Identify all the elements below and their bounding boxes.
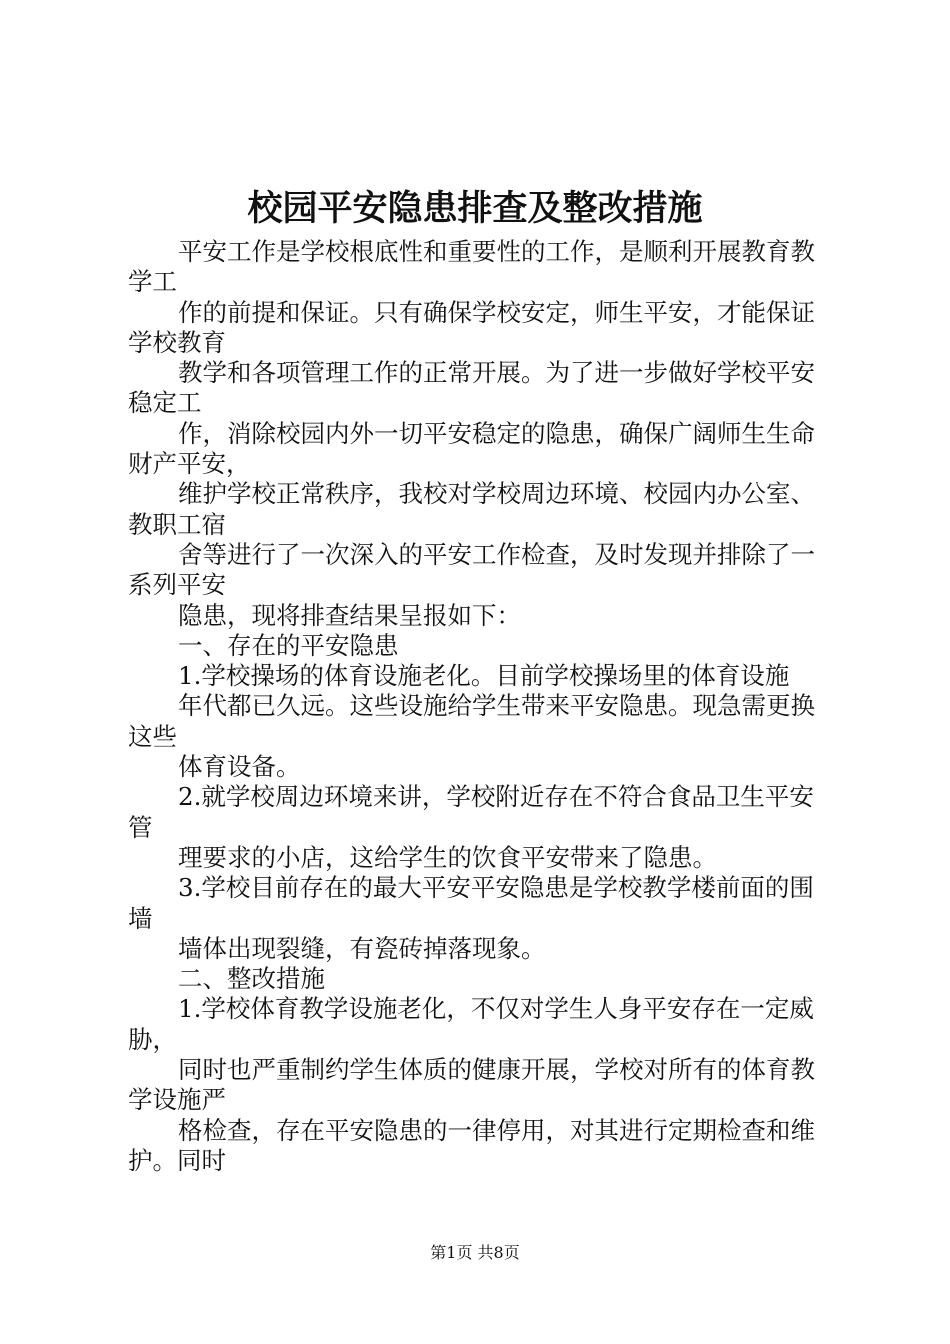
text-line: 系列平安	[128, 570, 226, 600]
text-line: 护。同时	[128, 1145, 226, 1175]
text-line: 隐患，现将排查结果呈报如下：	[178, 600, 521, 630]
text-line: 学工	[128, 267, 177, 297]
text-line: 舍等进行了一次深入的平安工作检查，及时发现并排除了一	[178, 539, 815, 569]
text-line: 维护学校正常秩序，我校对学校周边环境、校园内办公室、	[178, 479, 815, 509]
document-title: 校园平安隐患排查及整改措施	[247, 188, 703, 229]
text-line: 学设施严	[128, 1085, 226, 1115]
document-body	[128, 237, 836, 1176]
text-line: 墙体出现裂缝，有瓷砖掉落现象。	[178, 933, 546, 963]
text-line: 2.就学校周边环境来讲，学校附近存在不符合食品卫生平安	[178, 782, 814, 812]
text-line: 体育设备。	[178, 752, 301, 782]
text-line: 平安工作是学校根底性和重要性的工作，是顺利开展教育教	[178, 237, 815, 266]
text-line: 管	[128, 812, 153, 842]
text-line: 教学和各项管理工作的正常开展。为了进一步做好学校平安	[178, 358, 815, 388]
text-line: 年代都已久远。这些设施给学生带来平安隐患。现急需更换	[178, 691, 815, 721]
text-line: 3.学校目前存在的最大平安平安隐患是学校教学楼前面的围	[178, 873, 814, 903]
text-line: 二、整改措施	[178, 964, 325, 994]
text-line: 理要求的小店，这给学生的饮食平安带来了隐患。	[178, 842, 717, 872]
text-line: 财产平安，	[128, 449, 251, 479]
text-line: 作，消除校园内外一切平安稳定的隐患，确保广阔师生生命	[178, 418, 815, 448]
text-line: 墙	[128, 903, 153, 933]
text-line: 1.学校体育教学设施老化，不仅对学生人身平安存在一定威	[178, 994, 814, 1024]
text-line: 格检查，存在平安隐患的一律停用，对其进行定期检查和维	[178, 1115, 815, 1145]
text-line: 胁，	[128, 1024, 177, 1054]
text-line: 这些	[128, 721, 177, 751]
text-line: 同时也严重制约学生体质的健康开展，学校对所有的体育教	[178, 1055, 815, 1085]
text-line: 教职工宿	[128, 509, 226, 539]
page-footer: 第1页 共8页	[430, 1243, 520, 1262]
text-line: 学校教育	[128, 327, 226, 357]
text-line: 一、存在的平安隐患	[178, 630, 399, 660]
text-line: 1.学校操场的体育设施老化。目前学校操场里的体育设施	[178, 661, 790, 691]
text-line: 作的前提和保证。只有确保学校安定，师生平安，才能保证	[178, 297, 815, 327]
text-line: 稳定工	[128, 388, 202, 418]
